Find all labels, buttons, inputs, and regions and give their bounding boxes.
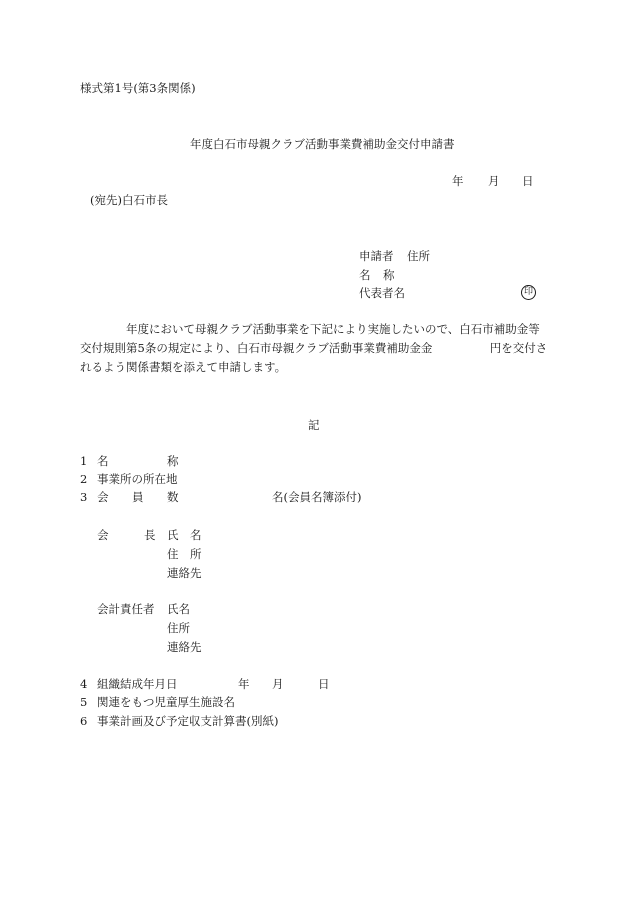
item3-number: 3 xyxy=(80,490,88,504)
item2-label: 事業所の所在地 xyxy=(97,472,178,486)
item3-label-c: 数 xyxy=(167,490,179,504)
treasurer-name: 氏名 xyxy=(167,602,190,616)
item4-year-label: 年 xyxy=(238,677,250,691)
item4-number: 4 xyxy=(80,677,88,691)
item6-number: 6 xyxy=(80,714,88,728)
application-body-text: 年度において母親クラブ活動事業を下記により実施したいので、白石市補助金等交付規則第5条の規定により、白石市母親クラブ活動事業費補助金金 円を交付されるよう関係書類を添えて申請します。 xyxy=(80,322,548,374)
treasurer-address: 住所 xyxy=(167,621,190,635)
form-number: 様式第1号(第3条関係) xyxy=(80,81,196,95)
item3-label-b: 員 xyxy=(132,490,144,504)
president-name-b: 名 xyxy=(190,528,202,542)
president-name-a: 氏 xyxy=(167,528,179,542)
seal-mark: 印 xyxy=(521,285,536,300)
applicant-name-label-2: 称 xyxy=(383,268,395,282)
item5-number: 5 xyxy=(80,695,88,709)
ki-heading: 記 xyxy=(308,418,320,432)
date-month-label: 月 xyxy=(488,174,500,188)
item3-label-a: 会 xyxy=(97,490,109,504)
application-body xyxy=(80,320,550,377)
representative-label: 代表者名 xyxy=(359,286,405,300)
applicant-name-label-1: 名 xyxy=(359,268,371,282)
date-year-label: 年 xyxy=(452,174,464,188)
president-label-b: 長 xyxy=(144,528,156,542)
applicant-address-label: 住所 xyxy=(407,249,430,263)
item1-number: 1 xyxy=(80,454,88,468)
item4-month-label: 月 xyxy=(272,677,284,691)
date-day-label: 日 xyxy=(522,174,534,188)
applicant-label: 申請者 xyxy=(359,249,394,263)
treasurer-contact: 連絡先 xyxy=(167,640,202,654)
item1-label-b: 称 xyxy=(167,454,179,468)
president-label-a: 会 xyxy=(97,528,109,542)
president-addr-b: 所 xyxy=(190,547,202,561)
item2-number: 2 xyxy=(80,472,88,486)
page-title: 年度白石市母親クラブ活動事業費補助金交付申請書 xyxy=(190,137,455,151)
item6-label: 事業計画及び予定収支計算書(別紙) xyxy=(97,714,279,728)
president-contact: 連絡先 xyxy=(167,566,202,580)
addressee: (宛先)白石市長 xyxy=(90,193,168,207)
item4-day-label: 日 xyxy=(318,677,330,691)
item4-label: 組織結成年月日 xyxy=(97,677,178,691)
president-addr-a: 住 xyxy=(167,547,179,561)
treasurer-label: 会計責任者 xyxy=(97,602,155,616)
item5-label: 関連をもつ児童厚生施設名 xyxy=(97,695,235,709)
item3-suffix: 名(会員名簿添付) xyxy=(272,490,362,504)
item1-label-a: 名 xyxy=(97,454,109,468)
